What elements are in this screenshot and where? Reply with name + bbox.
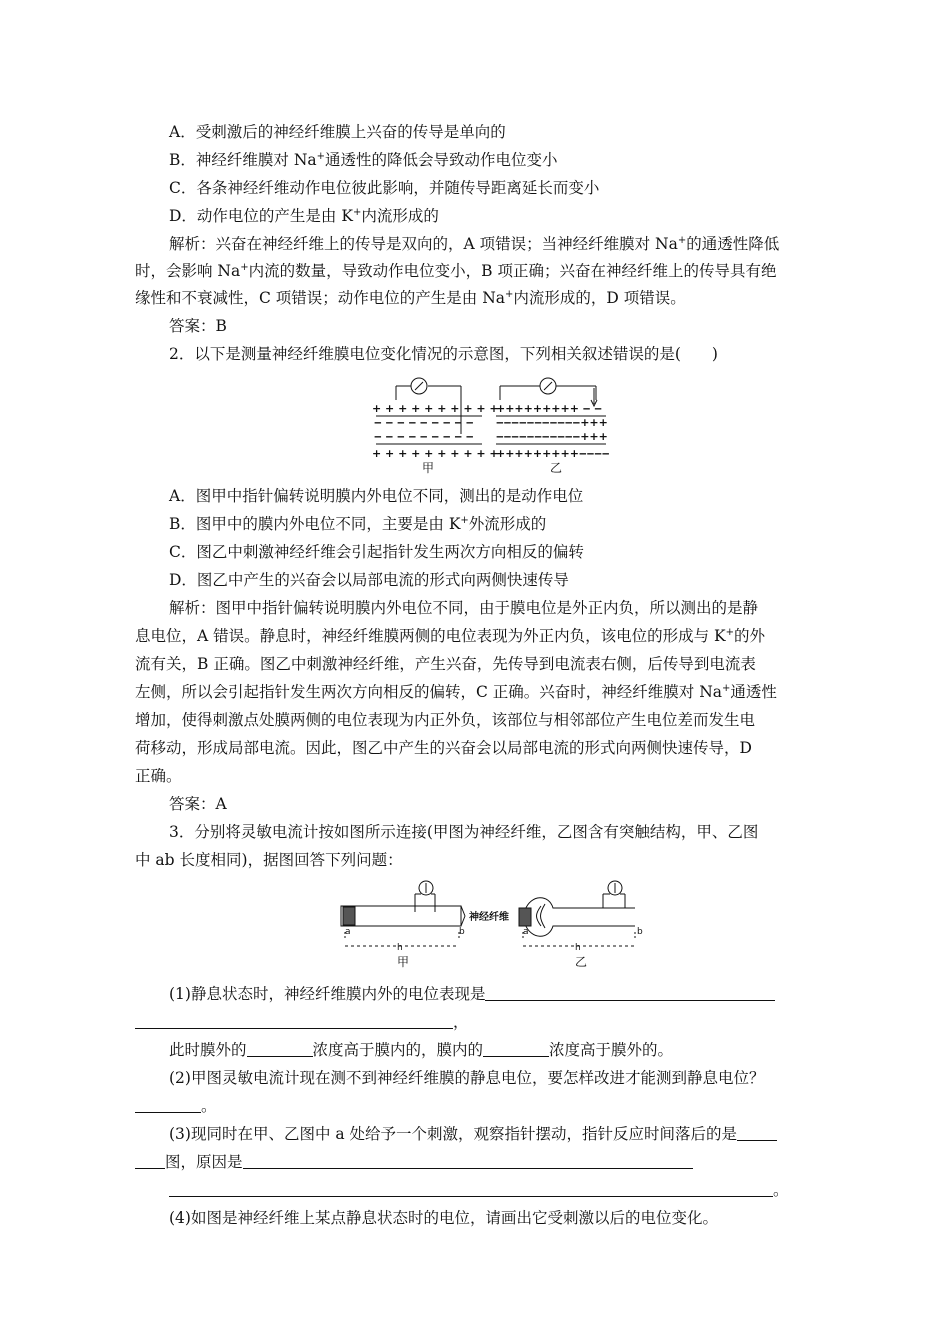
svg-text:b: b [637, 927, 643, 937]
svg-text:+ + + + + + + + + +: + + + + + + + + + + [372, 447, 499, 460]
figure-label-jia: 甲 [397, 955, 410, 969]
svg-text:‒ ‒ ‒ ‒ ‒ ‒ ‒ ‒ ‒: ‒ ‒ ‒ ‒ ‒ ‒ ‒ ‒ ‒ [374, 430, 474, 443]
membrane-charge-marks: + + + + + + + + + + [372, 402, 499, 415]
q2-option-d: D．图乙中产生的兴奋会以局部电流的形式向两侧快速传导 [169, 571, 569, 589]
answer-blank[interactable] [169, 1182, 773, 1197]
q2-option-b: B．图甲中的膜内外电位不同，主要是由 K+外流形成的 [169, 515, 547, 533]
answer-blank[interactable] [483, 1042, 549, 1057]
q3-part1: (1)静息状态时，神经纤维膜内外的电位表现是 [169, 984, 775, 1004]
panel-yi-synapse [519, 881, 635, 946]
q3-part1-cont: ， [135, 1012, 469, 1032]
answer-blank[interactable] [135, 1154, 165, 1169]
q1-analysis-line: 解析：兴奋在神经纤维上的传导是双向的，A 项错误；当神经纤维膜对 Na+的通透性降低 [169, 235, 780, 253]
q2-analysis-line: 解析：图甲中指针偏转说明膜内外电位不同，由于膜电位是外正内负，所以测出的是静 [169, 599, 759, 617]
q3-part1-ions: 此时膜外的 浓度高于膜内的，膜内的 浓度高于膜外的。 [169, 1041, 674, 1059]
svg-text:‒‒‒‒‒‒‒‒‒‒‒+++: ‒‒‒‒‒‒‒‒‒‒‒+++ [496, 430, 608, 443]
q3-stem: 3．分别将灵敏电流计按如图所示连接(甲图为神经纤维，乙图含有突触结构，甲、乙图 [169, 823, 759, 841]
q3-stem: 中 ab 长度相同)，据图回答下列问题： [135, 851, 403, 869]
svg-text:h: h [575, 943, 581, 953]
answer-blank[interactable] [243, 1154, 693, 1169]
q1-analysis-line: 缘性和不衰减性，C 项错误；动作电位的产生是由 Na+内流形成的，D 项错误。 [135, 289, 686, 307]
q3-part3-cont: 图，原因是 [135, 1152, 693, 1172]
svg-text:a: a [523, 927, 529, 937]
q2-analysis-line: 流有关，B 正确。图乙中刺激神经纤维，产生兴奋，先传导到电流表右侧，后传导到电流表 [135, 655, 756, 673]
answer-blank[interactable] [737, 1126, 777, 1141]
q2-option-c: C．图乙中刺激神经纤维会引起指针发生两次方向相反的偏转 [169, 543, 584, 561]
membrane-potential-figure [368, 372, 618, 476]
q2-analysis-line: 荷移动，形成局部电流。因此，图乙中产生的兴奋会以局部电流的形式向两侧快速传导，D [135, 739, 752, 757]
svg-text:+++++++++ ‒ ‒: +++++++++ ‒ ‒ [496, 402, 602, 415]
svg-text:‒‒‒‒‒‒‒‒‒‒‒+++: ‒‒‒‒‒‒‒‒‒‒‒+++ [496, 416, 608, 429]
answer-blank[interactable] [485, 986, 775, 1001]
answer-blank[interactable] [135, 1014, 453, 1029]
q3-part2: (2)甲图灵敏电流计现在测不到神经纤维膜的静息电位，要怎样改进才能测到静息电位？ [169, 1069, 765, 1087]
q1-option-a: A．受刺激后的神经纤维膜上兴奋的传导是单向的 [169, 123, 506, 141]
answer-blank[interactable] [135, 1098, 201, 1113]
panel-jia-fiber [341, 881, 465, 946]
q1-analysis-line: 时，会影响 Na+内流的数量，导致动作电位变小，B 项正确；兴奋在神经纤维上的传导具有绝 [135, 262, 777, 280]
q3-part4: (4)如图是神经纤维上某点静息状态时的电位，请画出它受刺激以后的电位变化。 [169, 1209, 718, 1227]
q1-answer: 答案：B [169, 317, 227, 335]
q1-option-b: B．神经纤维膜对 Na+通透性的降低会导致动作电位变小 [169, 151, 558, 169]
q2-answer: 答案：A [169, 795, 227, 813]
svg-text:a: a [345, 927, 351, 937]
q2-analysis-line: 左侧，所以会引起指针发生两次方向相反的偏转，C 正确。兴奋时，神经纤维膜对 Na+通透性 [135, 683, 777, 701]
q1-option-d: D．动作电位的产生是由 K+内流形成的 [169, 207, 439, 225]
figure-label-yi: 乙 [550, 461, 563, 475]
q2-analysis-line: 息电位，A 错误。静息时，神经纤维膜两侧的电位表现为外正内负，该电位的形成与 K+的外 [135, 627, 766, 645]
svg-text:b: b [459, 927, 465, 937]
svg-text:+++++++++‒‒‒‒: +++++++++‒‒‒‒ [496, 447, 610, 460]
svg-text:h: h [397, 943, 403, 953]
q2-analysis-line: 增加，使得刺激点处膜两侧的电位表现为内正外负，该部位与相邻部位产生电位差而发生电 [135, 711, 756, 729]
q1-option-c: C．各条神经纤维动作电位彼此影响，并随传导距离延长而变小 [169, 179, 600, 197]
galvanometer-figure [335, 874, 660, 970]
figure-label-yi: 乙 [575, 955, 588, 969]
q2-stem: 2．以下是测量神经纤维膜电位变化情况的示意图，下列相关叙述错误的是( ) [169, 345, 718, 363]
q2-analysis-line: 正确。 [135, 767, 182, 785]
fiber-label: 神经纤维 [469, 912, 509, 923]
svg-text:‒ ‒ ‒ ‒ ‒ ‒ ‒ ‒ ‒: ‒ ‒ ‒ ‒ ‒ ‒ ‒ ‒ ‒ [374, 416, 474, 429]
q3-part2-cont: 。 [135, 1096, 217, 1116]
q2-option-a: A．图甲中指针偏转说明膜内外电位不同，测出的是动作电位 [169, 487, 584, 505]
q3-part3-cont: 。 [169, 1180, 789, 1200]
q3-part3: (3)现同时在甲、乙图中 a 处给予一个刺激，观察指针摆动，指针反应时间落后的是 [169, 1124, 777, 1144]
answer-blank[interactable] [247, 1042, 313, 1057]
figure-label-jia: 甲 [422, 461, 435, 475]
